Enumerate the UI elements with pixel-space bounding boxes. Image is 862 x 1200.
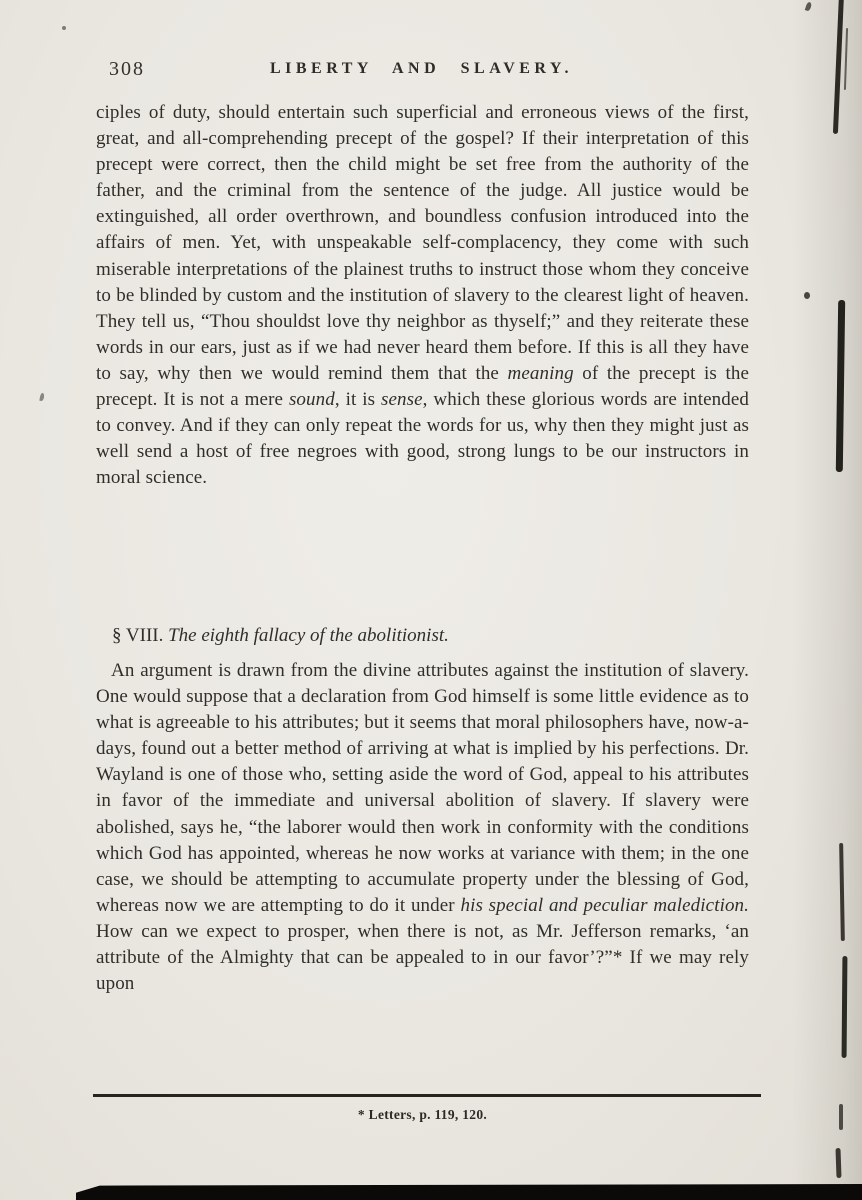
scan-artifact-dash-2 bbox=[835, 1148, 841, 1178]
scan-artifact-speck-2 bbox=[39, 393, 44, 402]
scan-artifact-mark bbox=[805, 1, 813, 11]
section-heading: § VIII. The eighth fallacy of the abolitionist. bbox=[112, 625, 449, 646]
body-paragraph-1: ciples of duty, should entertain such superficial and erroneous views of the first, great, and all-comprehending precept of the gospel? If their interpretation of this precept were correct, then the child might be set free from the authority of the father, and the criminal from the sentence of the judge. All justice would be extinguished, all order overthrown, and boundless confusion introduced into the affairs of men. Yet, with unspeakable self-complacency, they come with such miserable interpretations of the plainest truths to instruct those whom they conceive to be blinded by custom and the institution of slavery to the clearest light of heaven. They tell us, “Thou shouldst love thy neighbor as thyself;” and they reiterate these words in our ears, just as if we had never heard them before. If this is all they have to say, why then we would remind them that the meaning of the precept is the precept. It is not a mere sound, it is sense, which these glorious words are intended to convey. And if they can only repeat the words for us, why then they might just as well send a host of free negroes with good, strong lungs to be our instructors in moral science. bbox=[96, 102, 750, 489]
scan-artifact-streak-top-2 bbox=[844, 28, 848, 90]
scan-artifact-streak-lower-2 bbox=[842, 956, 848, 1058]
page-header bbox=[95, 56, 748, 86]
scan-artifact-streak-mid bbox=[836, 300, 845, 472]
scan-artifact-streak-lower bbox=[839, 843, 845, 941]
footnote: * Letters, p. 119, 120. bbox=[357, 1107, 488, 1122]
page-number: 308 bbox=[109, 58, 145, 80]
scan-artifact-streak-top bbox=[833, 0, 844, 134]
running-header-title: LIBERTY AND SLAVERY. bbox=[269, 60, 573, 77]
scan-edge-bottom bbox=[76, 1184, 862, 1200]
body-paragraph-2: An argument is drawn from the divine attributes against the institution of slavery. One would suppose that a declaration from God himself is some little evidence as to what is agreeable to his attributes; but it seems that moral philosophers have, now-a-days, found out a better method of arriving at what is implied by his perfections. Dr. Wayland is one of those who, setting aside the word of God, appeal to his attributes in favor of the immediate and universal abolition of slavery. If slavery were abolished, says he, “the laborer would then work in conformity with the conditions which God has appointed, whereas he now works at variance with them; in the one case, we should be attempting to accumulate property under the blessing of God, whereas now we are attempting to do it under his special and peculiar malediction. How can we expect to prosper, when there is not, as Mr. Jefferson remarks, ‘an attribute of the Almighty that can be appealed to in our favor’?”* If we may rely upon bbox=[96, 660, 750, 995]
scan-edge-shading bbox=[792, 0, 862, 1200]
scan-artifact-speck bbox=[62, 26, 66, 30]
footnote-separator bbox=[93, 1094, 761, 1097]
scan-artifact-dash bbox=[839, 1104, 843, 1130]
scan-artifact-dot bbox=[804, 292, 810, 299]
